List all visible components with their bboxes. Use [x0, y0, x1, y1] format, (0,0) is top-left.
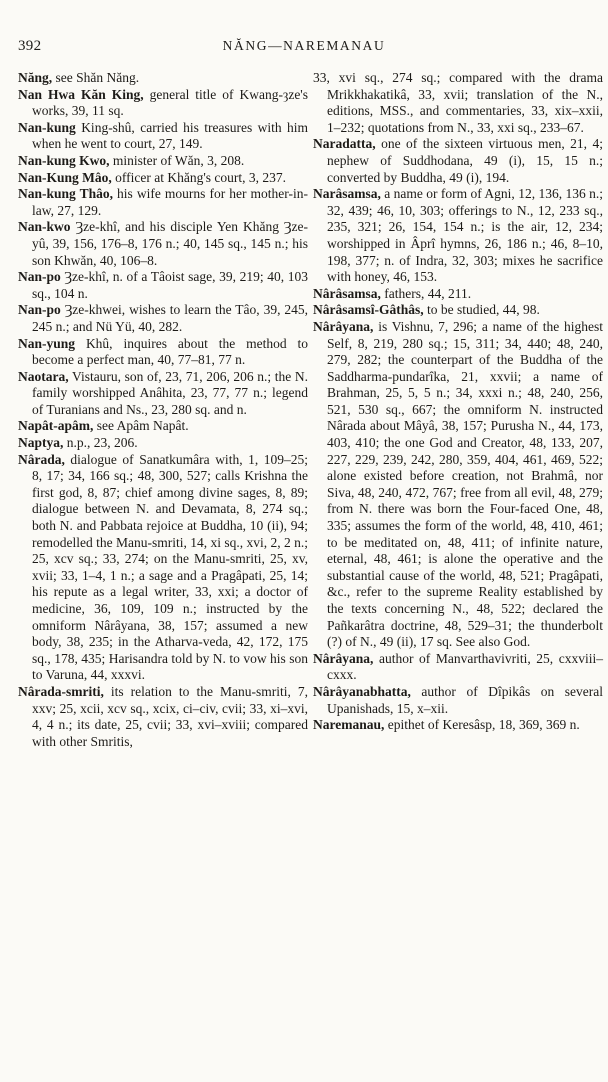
index-entry [313, 136, 603, 186]
entry-text: to be studied, 44, 98. [427, 302, 540, 318]
entry-headword: Nan-yung [18, 335, 76, 351]
entry-headword: Narâsamsa, [313, 186, 381, 202]
entry-headword: Nârâyana, [313, 650, 374, 666]
index-entry [313, 319, 603, 651]
left-column [18, 70, 308, 750]
entry-text: n.p., 23, 206. [66, 435, 138, 451]
entry-text: Ȝze-khî, and his disciple Yen Khăng Ȝze-yû, 39, 156, 176–8, 176 n.; 40, 145 sq., 145 n.; his son Khwăn, 40, 106–8. [32, 219, 309, 268]
entry-text: Vistauru, son of, 23, 71, 206, 206 n.; the N. family worshipped Anâhita, 23, 77, 77 n.; legend of Turanians and Ns., 23, 280 sq. and n. [32, 368, 308, 417]
entry-headword: Naptya, [18, 435, 64, 451]
entry-text: officer at Khăng's court, 3, 237. [115, 169, 287, 185]
index-entry [18, 302, 308, 335]
entry-text: a name or form of Agni, 12, 136, 136 n.; 32, 439; 46, 10, 303; offerings to N., 12, 233 sq., 235, 321; 26, 154, 154 n.; is the air, 12, 234; worshipped in Âprî hymns, 26, 186 n.; 46, 8–10, 198, 377; n. of Indra, 32, 303; mixes he sacrifice with honey, 46, 153. [327, 186, 603, 285]
entry-headword: Nan-kwo [18, 219, 71, 235]
entry-headword: Nârada-smriti, [18, 683, 104, 699]
index-entry [313, 651, 603, 684]
entry-headword: Naotara, [18, 368, 69, 384]
index-entry [313, 684, 603, 717]
entry-text: general title of Kwang-ȝze's works, 39, 11 sq. [32, 86, 308, 119]
index-entry [18, 186, 308, 219]
entry-headword: Nan-Kung Mâo, [18, 169, 112, 185]
entry-headword: Nârâsamsî-Gâthâs, [313, 302, 424, 318]
entry-text: dialogue of Sanatkumâra with, 1, 109–25; 8, 17; 34, 166 sq.; 48, 300, 527; calls Krishna the first god, 8, 87; chief among divine sages, 8, 89; dialogue between N. and Devamata, 8, 274 sq.; both N. and Pabbata rejoice at Buddha, 10 (ii), 94; remodelled the Manu-smriti, 14, xi sq., xvi, 2, 2 n.; 25, xcv sq.; 33, 274; on the Manu-smriti, 25, xv, xvii; 33, 1–4, 1 n.; a sage and a Pragâpati, 25, 14; his repute as a legal writer, 33, xxi; a doctor of medicine, 36, 109, 109 n.; instructed by the omniform Nârâyana, 38, 157; assumed a new body, 38, 235; in the Atharva-veda, 42, 172, 175 sq., 178, 435; Harisandra told by N. to vow his son to Varuna, 44, xxxvi. [32, 451, 308, 683]
index-entry [313, 186, 603, 286]
entry-headword: Năng, [18, 70, 53, 85]
entry-headword: Nârada, [18, 451, 65, 467]
index-entry [18, 269, 308, 302]
index-entry [313, 302, 603, 319]
index-entry [18, 684, 308, 750]
entry-headword: Nârâyana, [313, 318, 374, 334]
entry-text: see Shăn Năng. [55, 70, 140, 85]
index-entry [18, 418, 308, 435]
entry-headword: Nan-po [18, 269, 61, 285]
index-entry [18, 369, 308, 419]
entry-text: one of the sixteen virtuous men, 21, 4; nephew of Suddhodana, 49 (i), 15, 15 n.; converted by Buddha, 49 (i), 194. [327, 136, 604, 185]
entry-headword: Nan-kung Kwo, [18, 152, 110, 168]
entry-text: see Apâm Napât. [96, 418, 189, 434]
entry-text: Ȝze-khwei, wishes to learn the Tâo, 39, 245, 245 n.; and Nü Yü, 40, 282. [32, 302, 308, 334]
index-entry [313, 70, 603, 136]
entry-headword: Napât-apâm, [18, 418, 94, 434]
entry-text: author of Dîpikâs on several Upanishads, 15, x–xii. [327, 683, 603, 716]
entry-headword: Naremanau, [313, 717, 385, 733]
entry-headword: Naradatta, [313, 136, 376, 152]
index-entry [18, 452, 308, 684]
entry-text: its relation to the Manu-smriti, 7, xxv; 25, xcii, xcv sq., xcix, ci–civ, cvii; 33, xi–xvi, 4, 4 n.; its date, 25, cvii; 33, xvi–xviii; compared with other Smritis, [32, 683, 308, 749]
entry-headword: Nârâyanabhatta, [313, 683, 411, 699]
entry-headword: Nan-kung [18, 119, 76, 135]
entry-headword: Nan-po [18, 302, 61, 318]
entry-text: Khû, inquires about the method to become a perfect man, 40, 77–81, 77 n. [32, 335, 309, 368]
page-number: 392 [18, 38, 42, 54]
index-entry [18, 70, 308, 87]
index-entry [18, 87, 308, 120]
index-entry [18, 153, 308, 170]
entry-headword: Nan Hwa Kăn King, [18, 86, 144, 102]
index-entry [313, 717, 603, 734]
index-entry [18, 336, 308, 369]
entry-text: 33, xvi sq., 274 sq.; compared with the drama Mrikkhakatikâ, 33, xvii; translation of the N., editions, MSS., and commentaries, 33, xix–xxii, 1–232; quotations from N., 33, xxi sq., 233–67. [313, 70, 603, 135]
running-head: NĂNG—NAREMANAU [222, 38, 386, 53]
index-entry [18, 120, 308, 153]
entry-text: fathers, 44, 211. [384, 285, 472, 301]
index-entry [313, 286, 603, 303]
right-column [313, 70, 603, 734]
entry-text: epithet of Keresâsp, 18, 369, 369 n. [387, 717, 580, 733]
entry-text: is Vishnu, 7, 296; a name of the highest Self, 8, 219, 280 sq.; 15, 311; 34, 440; 48, 240, 279, 282; the counterpart of the Buddha of the Saddharma-pundarîka, 21, xxvii; a name of Brahman, 25, 5, 5 n.; 34, xxxi n.; 48, 240, 256, 521, 530 sq., 667; the omniform N. instructed Nârada about Mâyâ, 38, 157; Purusha N., 44, 173, 403, 410; the one God and Creator, 48, 133, 207, 227, 229, 239, 242, 280, 359, 404, 461, 469, 522; alone existed before creation, not Brahmâ, nor Siva, 48, 240, 472, 767; free from all evil, 48, 279; from N. there was born the Four-faced One, 48, 335; assumes the form of the world, 48, 410, 461; to be meditated on, 48, 411; of infinite nature, eternal, 48, 461; is alone the operative and the substantial cause of the world, 48, 521; Pragâpati, &c., refer to the supreme Reality established by the texts concerning N., 48, 522; declared the Pañkarâtra doctrine, 48, 529–31; the thunderbolt (?) of N., 49 (ii), 17 sq. See also God. [327, 318, 604, 650]
entry-text: minister of Wăn, 3, 208. [112, 152, 245, 168]
entry-text: author of Manvarthavivriti, 25, cxxviii–cxxx. [327, 650, 604, 683]
index-entry [18, 435, 308, 452]
index-entry [18, 219, 308, 269]
entry-headword: Nârâsamsa, [313, 285, 381, 301]
index-entry [18, 170, 308, 187]
entry-text: Ȝze-khî, n. of a Tâoist sage, 39, 219; 40, 103 sq., 104 n. [32, 269, 309, 301]
entry-text: his wife mourns for her mother-in-law, 27, 129. [32, 186, 309, 218]
entry-headword: Nan-kung Thâo, [18, 186, 113, 202]
entry-text: King-shû, carried his treasures with him when he went to court, 27, 149. [32, 119, 309, 152]
